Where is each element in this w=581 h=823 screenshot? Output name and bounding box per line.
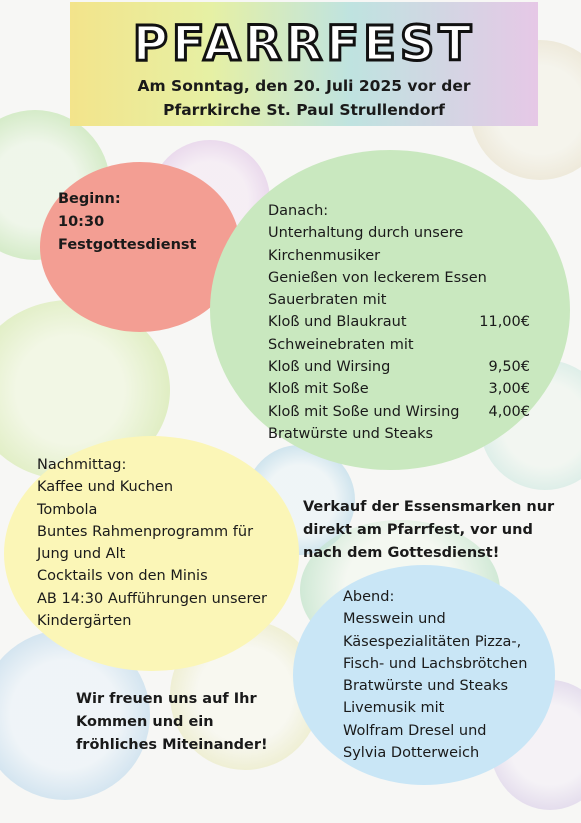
begin-section — [58, 188, 196, 257]
menu-item — [268, 423, 530, 445]
nachmittag-line: Kindergärten — [37, 613, 132, 630]
begin-line: Festgottesdienst — [58, 237, 197, 253]
verkauf-line: Verkauf der Essensmarken nur — [303, 499, 555, 515]
nachmittag-line: AB 14:30 Aufführungen unserer — [37, 590, 267, 607]
danach-line: Unterhaltung durch unsere — [268, 225, 464, 242]
abend-line: Käsespezialitäten Pizza-, — [343, 633, 522, 650]
menu-item-price: 3,00€ — [488, 381, 530, 398]
nachmittag-line: Cocktails von den Minis — [37, 568, 208, 585]
menu-item — [268, 334, 530, 356]
danach-section — [268, 200, 530, 445]
page-title: PFARRFEST — [132, 16, 476, 72]
abend-line: Livemusik mit — [343, 700, 445, 717]
danach-line: Kirchenmusiker — [268, 247, 381, 264]
verkauf-line: direkt am Pfarrfest, vor und — [303, 522, 533, 538]
subtitle-line: Am Sonntag, den 20. Juli 2025 vor der — [137, 77, 471, 95]
menu-item-name: Kloß mit Soße — [268, 381, 369, 398]
header-banner — [70, 2, 538, 126]
greeting-line: Wir freuen uns auf Ihr — [76, 691, 257, 707]
abend-line: Fisch- und Lachsbrötchen — [343, 655, 528, 672]
menu-item-name: Kloß und Wirsing — [268, 359, 391, 376]
menu-item-name: Kloß mit Soße und Wirsing — [268, 403, 460, 420]
menu-item-name: Schweinebraten mit — [268, 336, 414, 353]
begin-line: 10:30 — [58, 214, 105, 230]
begin-line: Beginn: — [58, 191, 121, 207]
menu-item — [268, 356, 530, 378]
abend-line: Sylvia Dotterweich — [343, 745, 480, 762]
danach-line: Sauerbraten mit — [268, 292, 387, 309]
greeting — [76, 688, 268, 757]
verkauf-line: nach dem Gottesdienst! — [303, 545, 500, 561]
danach-line: Danach: — [268, 203, 329, 219]
abend-line: Abend: — [343, 589, 395, 605]
greeting-line: fröhliches Miteinander! — [76, 737, 268, 753]
abend-line: Messwein und — [343, 611, 446, 628]
nachmittag-line: Kaffee und Kuchen — [37, 479, 174, 496]
menu-item-price: 4,00€ — [488, 403, 530, 420]
menu-item — [268, 401, 530, 423]
nachmittag-line: Jung und Alt — [37, 546, 126, 563]
verkauf-notice — [303, 496, 554, 565]
abend-section — [343, 586, 527, 764]
menu-item-price: 9,50€ — [488, 359, 530, 376]
menu-item — [268, 311, 530, 333]
subtitle-line: Pfarrkirche St. Paul Strullendorf — [163, 101, 445, 119]
event-date-location — [70, 74, 538, 122]
abend-line: Bratwürste und Steaks — [343, 678, 509, 695]
abend-line: Wolfram Dresel und — [343, 722, 487, 739]
nachmittag-line: Nachmittag: — [37, 457, 127, 473]
greeting-line: Kommen und ein — [76, 714, 214, 730]
menu-item-name: Bratwürste und Steaks — [268, 425, 434, 442]
menu-item-price: 11,00€ — [479, 314, 530, 331]
menu-item — [268, 378, 530, 400]
danach-line: Genießen von leckerem Essen — [268, 269, 487, 286]
nachmittag-section — [37, 454, 267, 632]
nachmittag-line: Buntes Rahmenprogramm für — [37, 523, 254, 540]
nachmittag-line: Tombola — [37, 501, 98, 518]
menu-item-name: Kloß und Blaukraut — [268, 314, 407, 331]
